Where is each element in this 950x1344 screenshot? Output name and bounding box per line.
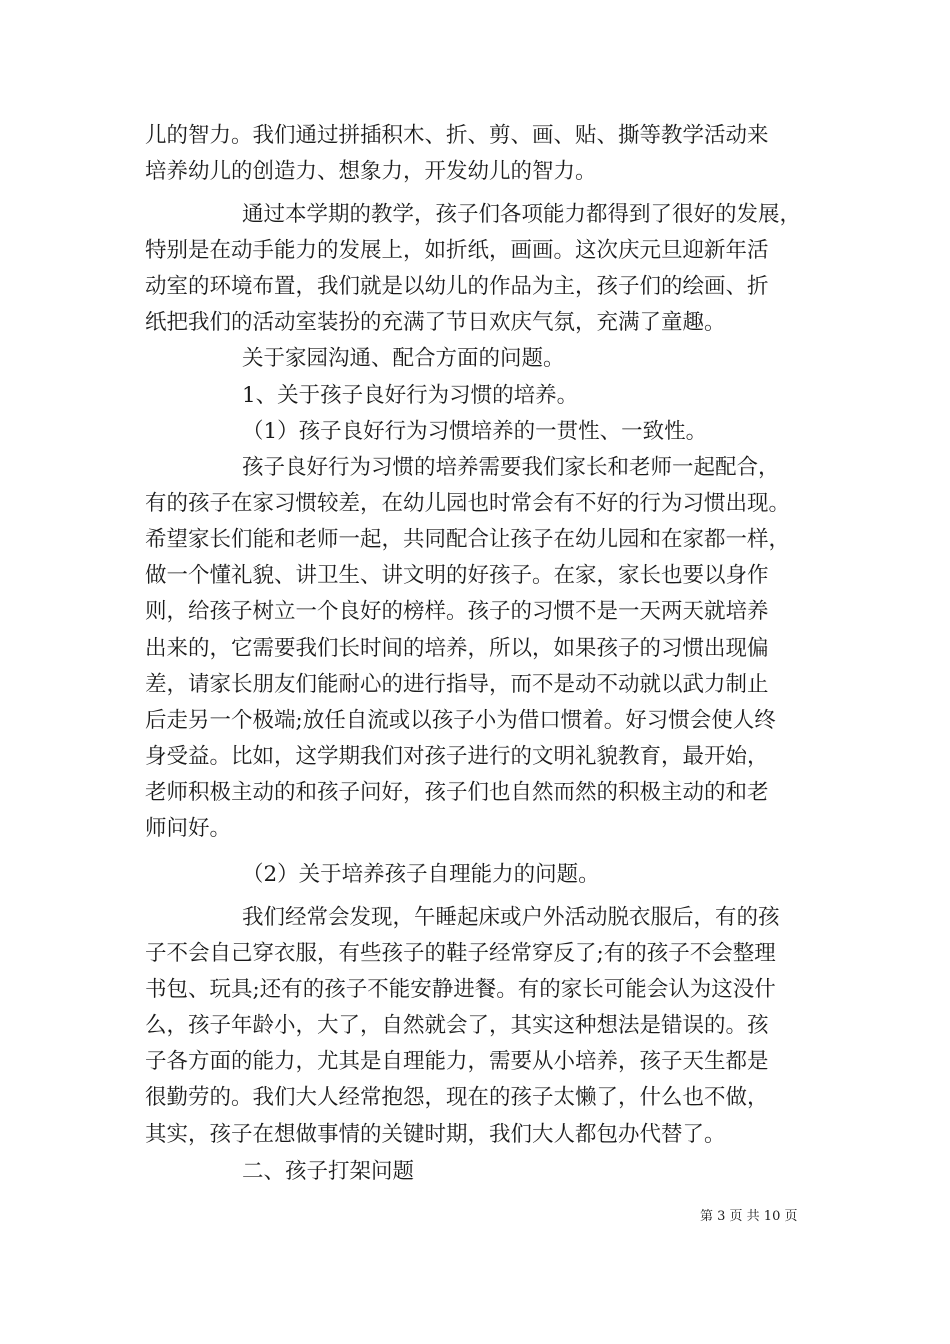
text-line: 有的孩子在家习惯较差，在幼儿园也时常会有不好的行为习惯出现。 [145,491,791,516]
page-number: 第 3 页 共 10 页 [700,1209,798,1224]
text-line: 老师积极主动的和孩子问好，孩子们也自然而然的积极主动的和老 [145,780,769,805]
section-heading: 1、关于孩子良好行为习惯的培养。 [242,383,579,408]
text-line: 差，请家长朋友们能耐心的进行指导，而不是动不动就以武力制止 [145,672,769,697]
text-line: 后走另一个极端;放任自流或以孩子小为借口惯着。好习惯会使人终 [145,708,776,733]
text-line: 则，给孩子树立一个良好的榜样。孩子的习惯不是一天两天就培养 [145,599,769,624]
text-line: 动室的环境布置，我们就是以幼儿的作品为主，孩子们的绘画、折 [145,274,769,299]
section-heading: 关于家园沟通、配合方面的问题。 [242,346,565,371]
text-line: 子各方面的能力，尤其是自理能力，需要从小培养，孩子天生都是 [145,1049,769,1074]
text-line: 通过本学期的教学，孩子们各项能力都得到了很好的发展， [242,202,802,227]
text-line: 师问好。 [145,816,232,841]
subsection-heading: （2）关于培养孩子自理能力的问题。 [242,862,600,887]
text-line: 子不会自己穿衣服，有些孩子的鞋子经常穿反了;有的孩子不会整理 [145,941,776,966]
text-line: 我们经常会发现，午睡起床或户外活动脱衣服后，有的孩 [242,905,780,930]
text-line: 儿的智力。我们通过拼插积木、折、剪、画、贴、撕等教学活动来 [145,123,769,148]
text-line: 其实，孩子在想做事情的关键时期，我们大人都包办代替了。 [145,1122,726,1147]
section-heading: 二、孩子打架问题 [242,1159,415,1184]
text-line: 书包、玩具;还有的孩子不能安静进餐。有的家长可能会认为这没什 [145,977,776,1002]
text-line: 出来的，它需要我们长时间的培养，所以，如果孩子的习惯出现偏 [145,636,769,661]
text-line: 培养幼儿的创造力、想象力，开发幼儿的智力。 [145,159,597,184]
text-line: 做一个懂礼貌、讲卫生、讲文明的好孩子。在家，家长也要以身作 [145,563,769,588]
text-line: 么，孩子年龄小，大了，自然就会了，其实这种想法是错误的。孩 [145,1013,769,1038]
text-line: 特别是在动手能力的发展上，如折纸，画画。这次庆元旦迎新年活 [145,238,769,263]
text-line: 孩子良好行为习惯的培养需要我们家长和老师一起配合， [242,455,780,480]
text-line: 纸把我们的活动室装扮的充满了节日欢庆气氛，充满了童趣。 [145,310,726,335]
text-line: 很勤劳的。我们大人经常抱怨，现在的孩子太懒了，什么也不做， [145,1085,769,1110]
text-line: 身受益。比如，这学期我们对孩子进行的文明礼貌教育，最开始， [145,744,769,769]
subsection-heading: （1）孩子良好行为习惯培养的一贯性、一致性。 [242,419,708,444]
text-line: 希望家长们能和老师一起，共同配合让孩子在幼儿园和在家都一样， [145,527,791,552]
